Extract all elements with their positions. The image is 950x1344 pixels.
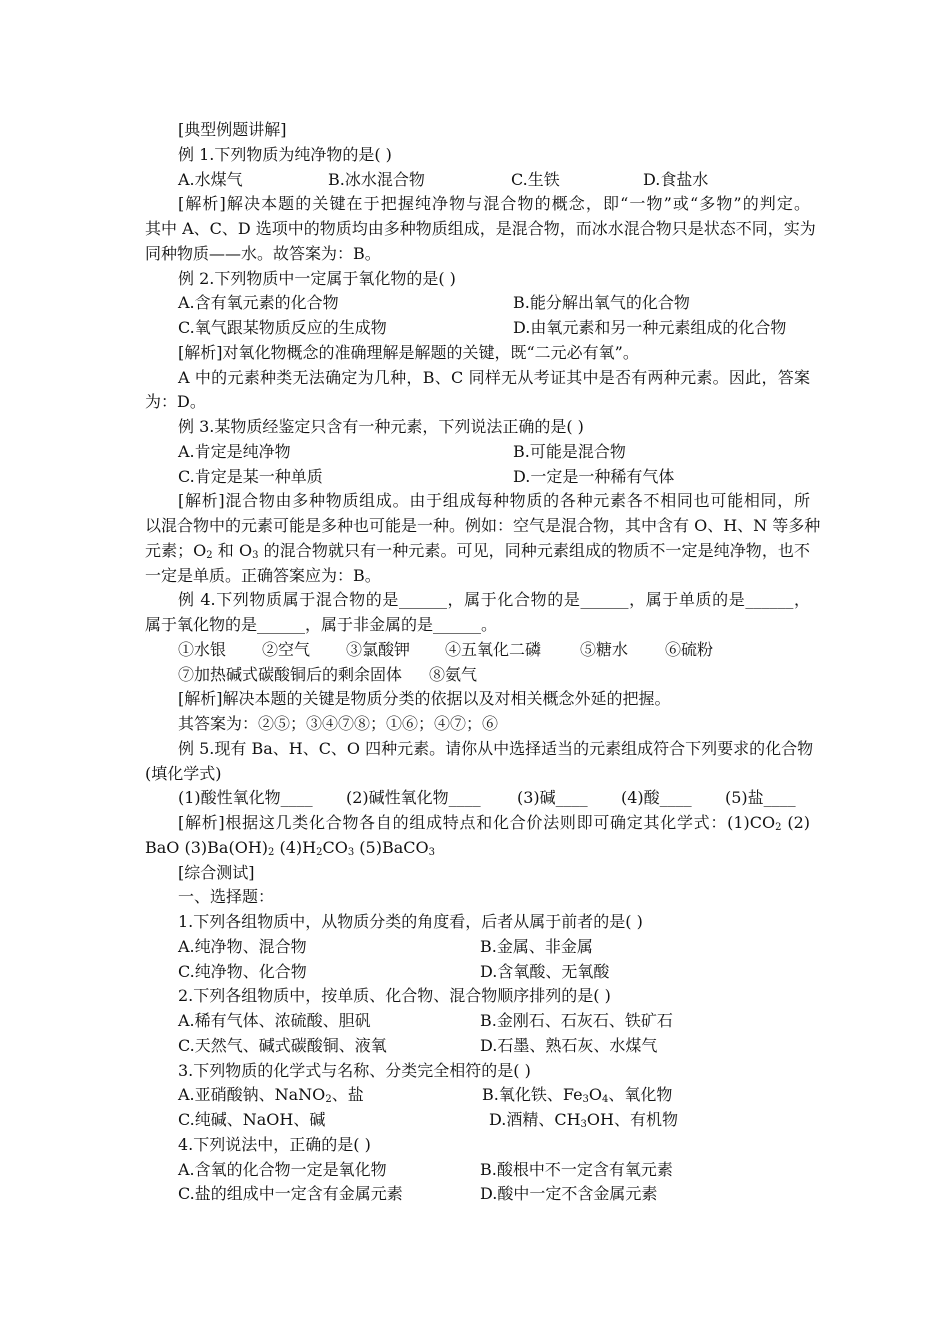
answer-option <box>178 1083 364 1108</box>
text-line <box>145 143 810 168</box>
text-run: B.金刚石、石灰石、铁矿石 <box>480 1011 673 1030</box>
answer-option <box>513 316 786 341</box>
answer-option <box>643 168 708 193</box>
text-line <box>145 1133 810 1158</box>
answer-option <box>489 1108 678 1133</box>
text-line <box>145 514 821 539</box>
text-run: B.可能是混合物 <box>513 441 626 461</box>
text-line <box>145 811 810 836</box>
option-row <box>145 465 810 490</box>
text-run: A 中的元素种类无法确定为几种，B、C 同样无从考证其中是否有两种元素。因此，答案 <box>178 367 810 387</box>
answer-option <box>725 786 796 811</box>
text-run: D.酸中一定不含金属元素 <box>480 1184 658 1204</box>
text-line <box>145 836 810 861</box>
answer-option <box>480 935 593 960</box>
text-run: 其答案为：②⑤；③④⑦⑧；①⑥；④⑦；⑥ <box>178 714 499 733</box>
text-run: ①水银 <box>178 639 227 659</box>
text-run: (1)酸性氧化物____ <box>178 788 313 808</box>
option-row <box>145 316 810 341</box>
text-run: D.酒精、CH <box>489 1110 581 1129</box>
answer-option <box>178 1009 371 1034</box>
answer-option <box>480 1034 657 1059</box>
option-row <box>145 291 810 316</box>
text-run: 以混合物中的元素可能是多种也可能是一种。例如：空气是混合物，其中含有 O、H、N 等多种 <box>145 516 821 535</box>
text-run: (填化学式) <box>145 763 222 783</box>
text-line <box>145 242 810 267</box>
answer-option <box>262 638 310 663</box>
answer-option <box>346 786 481 811</box>
answer-option <box>511 168 560 193</box>
subscript: 2 <box>775 822 782 833</box>
subscript: 2 <box>206 549 213 561</box>
text-run: 一、选择题： <box>178 887 275 907</box>
text-run: D.石墨、熟石灰、水煤气 <box>480 1035 658 1055</box>
text-run: [解析]混合物由多种物质组成。由于组成每种物质的各种元素各不相同也可能相同，所 <box>178 491 810 511</box>
answer-option <box>178 440 291 465</box>
answer-option <box>178 291 339 316</box>
answer-option <box>445 638 541 663</box>
text-line <box>145 910 810 935</box>
subscript: 3 <box>252 549 259 561</box>
text-run: D.一定是一种稀有气体 <box>513 466 675 486</box>
text-run: [解析]解决本题的关键在于把握纯净物与混合物的概念，即“一物”或“多物”的判定。 <box>178 194 810 214</box>
text-run: (4)H <box>274 837 317 857</box>
text-run: 4.下列说法中，正确的是( ) <box>178 1134 371 1154</box>
option-row <box>145 440 810 465</box>
answer-option <box>480 960 609 985</box>
answer-option <box>178 1034 387 1059</box>
text-run: C.纯碱、NaOH、碱 <box>178 1110 326 1129</box>
text-line <box>145 118 810 143</box>
text-line <box>145 885 810 910</box>
text-run: ⑤糖水 <box>580 639 629 659</box>
answer-option <box>480 1009 673 1034</box>
text-run: (2) <box>781 813 811 832</box>
text-run: [解析]解决本题的关键是物质分类的依据以及对相关概念外延的把握。 <box>178 689 671 709</box>
text-line <box>145 588 810 613</box>
answer-option <box>513 291 690 316</box>
option-row <box>145 663 810 688</box>
text-run: 、盐 <box>331 1085 364 1105</box>
answer-option <box>178 316 387 341</box>
text-run: 例 3.某物质经鉴定只含有一种元素，下列说法正确的是( ) <box>178 417 584 436</box>
answer-option <box>480 1158 673 1183</box>
text-run: [解析]根据这几类化合物各自的组成特点和化合价法则即可确定其化学式：(1)CO <box>178 813 776 832</box>
text-run: ⑦加热碱式碳酸铜后的剩余固体 <box>178 664 403 684</box>
text-line <box>145 984 810 1009</box>
text-run: 例 2.下列物质中一定属于氧化物的是( ) <box>178 268 456 288</box>
option-row <box>145 786 810 811</box>
option-row <box>145 168 810 193</box>
text-run: 属于氧化物的是______，属于非金属的是______。 <box>145 615 498 634</box>
answer-option <box>513 465 674 490</box>
answer-option <box>482 1083 672 1108</box>
text-run: A.肯定是纯净物 <box>178 441 291 461</box>
subscript: 2 <box>325 1094 332 1106</box>
text-run: 、氧化物 <box>608 1085 673 1105</box>
answer-option <box>178 663 402 688</box>
text-line <box>145 861 810 886</box>
text-run: ⑧氨气 <box>429 664 478 684</box>
answer-option <box>480 1182 657 1207</box>
text-line <box>145 217 816 242</box>
option-row <box>145 1182 810 1207</box>
text-line <box>145 687 810 712</box>
answer-option <box>580 638 628 663</box>
text-run: 1.下列各组物质中，从物质分类的角度看，后者从属于前者的是( ) <box>178 912 643 931</box>
text-run: 为：D。 <box>145 392 206 412</box>
text-line <box>145 366 810 391</box>
option-row <box>145 1034 810 1059</box>
text-run: B.能分解出氧气的化合物 <box>513 293 690 313</box>
text-line <box>145 489 810 514</box>
text-run: 和 O <box>212 540 253 560</box>
text-run: ④五氧化二磷 <box>445 639 542 659</box>
answer-option <box>513 440 626 465</box>
answer-option <box>178 786 313 811</box>
text-run: C.氧气跟某物质反应的生成物 <box>178 318 387 337</box>
text-run: OH、有机物 <box>586 1110 678 1129</box>
subscript: 4 <box>602 1094 609 1106</box>
text-line <box>145 613 810 638</box>
option-row <box>145 935 810 960</box>
answer-option <box>346 638 410 663</box>
subscript: 2 <box>316 846 323 858</box>
text-run: D.含氧酸、无氧酸 <box>480 961 610 981</box>
subscript: 2 <box>268 846 275 858</box>
text-run: B.氧化铁、Fe <box>482 1085 583 1105</box>
text-run: [解析]对氧化物概念的准确理解是解题的关键，既“二元必有氧”。 <box>178 342 639 362</box>
text-run: 例 4.下列物质属于混合物的是______，属于化合物的是______，属于单质的是______， <box>178 590 810 610</box>
text-run: A.含有氧元素的化合物 <box>178 293 339 313</box>
text-run: (5)BaCO <box>354 837 429 857</box>
text-line <box>145 737 814 762</box>
option-row <box>145 638 810 663</box>
text-run: (3)碱____ <box>517 788 588 808</box>
text-run: C.纯净物、化合物 <box>178 961 307 981</box>
text-run: 3.下列物质的化学式与名称、分类完全相符的是( ) <box>178 1060 531 1080</box>
text-line <box>145 762 810 787</box>
text-run: C.天然气、碱式碳酸铜、液氧 <box>178 1035 387 1055</box>
text-run: 一定是单质。正确答案应为：B。 <box>145 565 381 585</box>
answer-option <box>178 960 307 985</box>
text-run: (5)盐____ <box>725 788 796 808</box>
text-run: [综合测试] <box>178 862 255 882</box>
answer-option <box>665 638 713 663</box>
text-run: 2.下列各组物质中，按单质、化合物、混合物顺序排列的是( ) <box>178 986 611 1006</box>
document-body <box>145 118 821 1207</box>
answer-option <box>178 638 226 663</box>
text-line <box>145 1059 810 1084</box>
answer-option <box>178 1182 403 1207</box>
text-run: D.由氧元素和另一种元素组成的化合物 <box>513 318 787 337</box>
text-run: ③氯酸钾 <box>346 639 411 659</box>
subscript: 3 <box>580 1119 587 1130</box>
answer-option <box>178 1108 325 1133</box>
subscript: 3 <box>347 846 355 858</box>
text-run: 例 5.现有 Ba、H、C、O 四种元素。请你从中选择适当的元素组成符合下列要求的化合物 <box>178 738 814 758</box>
subscript: 3 <box>428 846 435 858</box>
answer-option <box>178 1158 387 1183</box>
text-line <box>145 192 810 217</box>
option-row <box>145 1108 810 1133</box>
answer-option <box>621 786 692 811</box>
text-line <box>145 267 810 292</box>
text-run: B.酸根中不一定含有氧元素 <box>480 1159 673 1179</box>
text-run: A.稀有气体、浓硫酸、胆矾 <box>178 1011 371 1030</box>
subscript: 3 <box>582 1094 589 1106</box>
text-run: A.水煤气 <box>178 169 243 189</box>
text-run: 例 1.下列物质为纯净物的是( ) <box>178 144 392 164</box>
text-run: A.纯净物、混合物 <box>178 936 307 956</box>
text-run: A.含氧的化合物一定是氧化物 <box>178 1159 387 1179</box>
text-run: 元素；O <box>145 540 207 560</box>
option-row <box>145 960 810 985</box>
text-line <box>145 390 810 415</box>
text-run: CO <box>322 837 348 857</box>
answer-option <box>328 168 425 193</box>
text-run: ②空气 <box>262 639 311 659</box>
text-line <box>145 341 810 366</box>
text-run: (4)酸____ <box>621 788 692 808</box>
option-row <box>145 1158 810 1183</box>
text-run: C.盐的组成中一定含有金属元素 <box>178 1184 403 1204</box>
answer-option <box>178 465 323 490</box>
text-run: B.金属、非金属 <box>480 936 593 956</box>
text-run: BaO (3)Ba(OH) <box>145 837 269 857</box>
text-line <box>145 712 810 737</box>
text-run: A.亚硝酸钠、NaNO <box>178 1085 326 1105</box>
text-run: D.食盐水 <box>643 169 709 189</box>
text-run: C.肯定是某一种单质 <box>178 466 323 486</box>
text-run: 其中 A、C、D 选项中的物质均由多种物质组成，是混合物，而冰水混合物只是状态不同，实为 <box>145 219 816 238</box>
text-run: B.冰水混合物 <box>328 169 425 189</box>
answer-option <box>429 663 477 688</box>
option-row <box>145 1083 810 1108</box>
text-run: [典型例题讲解] <box>178 120 287 139</box>
text-run: 的混合物就只有一种元素。可见，同种元素组成的物质不一定是纯净物，也不 <box>258 540 810 560</box>
text-run: O <box>588 1085 603 1105</box>
answer-option <box>178 935 307 960</box>
text-line <box>145 415 810 440</box>
option-row <box>145 1009 810 1034</box>
answer-option <box>517 786 588 811</box>
answer-option <box>178 168 243 193</box>
text-run: 同种物质——水。故答案为：B。 <box>145 243 381 263</box>
text-run: ⑥硫粉 <box>665 639 714 659</box>
text-line <box>145 539 810 564</box>
text-run: C.生铁 <box>511 169 560 189</box>
text-line <box>145 564 810 589</box>
text-run: (2)碱性氧化物____ <box>346 788 481 808</box>
